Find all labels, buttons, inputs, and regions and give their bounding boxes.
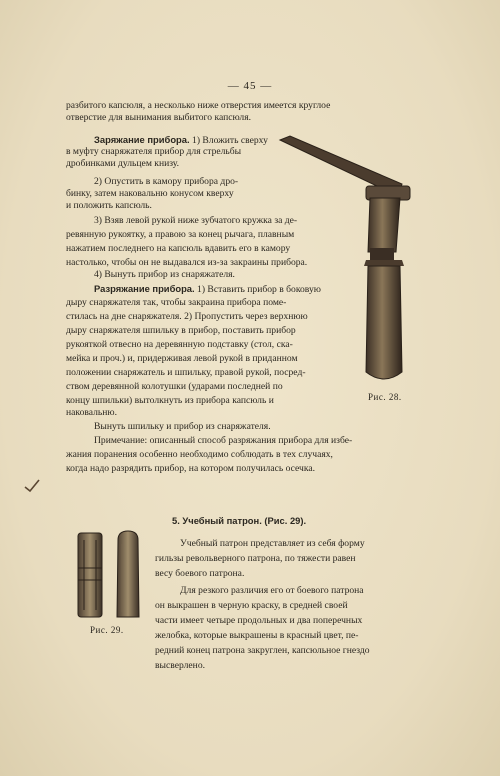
note-line: когда надо разрядить прибор, на котором получилась осечка.: [66, 463, 316, 474]
text-line: дробинками дульцем книзу.: [66, 158, 180, 169]
text-line: мейка и проч.) и, придерживая левой рукой в приданном: [66, 353, 298, 364]
text-line: стилась на дне снаряжателя. 2) Пропустить через верхнюю: [66, 311, 308, 322]
heading-section-5: 5. Учебный патрон. (Рис. 29).: [172, 515, 307, 526]
text-line: Вынуть шпильку и прибор из снаряжателя.: [94, 421, 271, 432]
text-line: 1) Вложить сверху: [192, 135, 268, 146]
page-number: — 45 —: [227, 80, 273, 92]
text-line: и положить капсюль.: [66, 200, 152, 211]
note-line: жания поранения особенно необходимо соблюдать в тех случаях,: [66, 449, 333, 460]
text-line: отверстие для вынимания выбитого капсюля.: [66, 112, 252, 123]
text-line: высверлено.: [155, 660, 206, 671]
text-line: нажатием последнего на капсюль вдавить его в камору: [66, 243, 291, 254]
figure-28-loader-illustration: [276, 134, 418, 390]
caption-figure-28: Рис. 28.: [368, 392, 402, 402]
figure-29-cartridge-illustration: [70, 530, 152, 620]
text-line: 1) Вставить прибор в боковую: [197, 284, 321, 295]
text-line: Для резкого различия его от боевого патрона: [180, 585, 364, 596]
text-line: ством деревянной колотушки (ударами последней по: [66, 381, 283, 392]
text-line: части имеет четыре продольных и два поперечных: [155, 615, 363, 626]
text-line: положении снаряжатель и шпильку, правой рукой, посред-: [66, 367, 306, 378]
text-line: 3) Взяв левой рукой ниже зубчатого кружка за де-: [94, 215, 298, 226]
text-line: он выкрашен в черную краску, в средней своей: [155, 600, 348, 611]
caption-figure-29: Рис. 29.: [90, 625, 124, 635]
text-line: в муфту снаряжателя прибор для стрельбы: [66, 146, 242, 157]
text-line: рукояткой отвесно на деревянную подставку (стол, ска-: [66, 339, 293, 350]
text-line: дыру снаряжателя шпильку в прибор, поставить прибор: [66, 325, 296, 336]
pencil-check-mark-icon: [24, 478, 40, 494]
text-line: концу шпильки) вытолкнуть из прибора капсюль и: [66, 395, 274, 406]
text-line: разбитого капсюля, а несколько ниже отверстия имеется круглое: [66, 100, 331, 111]
text-line: бинку, затем наковальню конусом кверху: [66, 188, 234, 199]
heading-charging: Заряжание прибора.: [94, 134, 190, 145]
text-line: дыру снаряжателя так, чтобы закраина прибора поме-: [66, 297, 287, 308]
heading-discharging: Разряжание прибора.: [94, 283, 195, 294]
text-line: желобка, которые выкрашены в красный цвет, пе-: [155, 630, 359, 641]
text-line: ревянную рукоятку, а правою за конец рычага, плавным: [66, 229, 295, 240]
text-line: гильзы револьверного патрона, по тяжести равен: [155, 553, 356, 564]
text-line: весу боевого патрона.: [155, 568, 245, 579]
text-line: наковальню.: [66, 407, 117, 418]
text-line: 2) Опустить в камору прибора дро-: [94, 176, 239, 187]
note-line: Примечание: описанный способ разряжания прибора для избе-: [94, 435, 353, 446]
text-line: Учебный патрон представляет из себя форму: [180, 538, 365, 549]
text-line: 4) Вынуть прибор из снаряжателя.: [94, 269, 235, 280]
text-line: настолько, чтобы он не выдавался из-за закраины прибора.: [66, 257, 308, 268]
text-line: редний конец патрона закруглен, капсюльное гнездо: [155, 645, 370, 656]
